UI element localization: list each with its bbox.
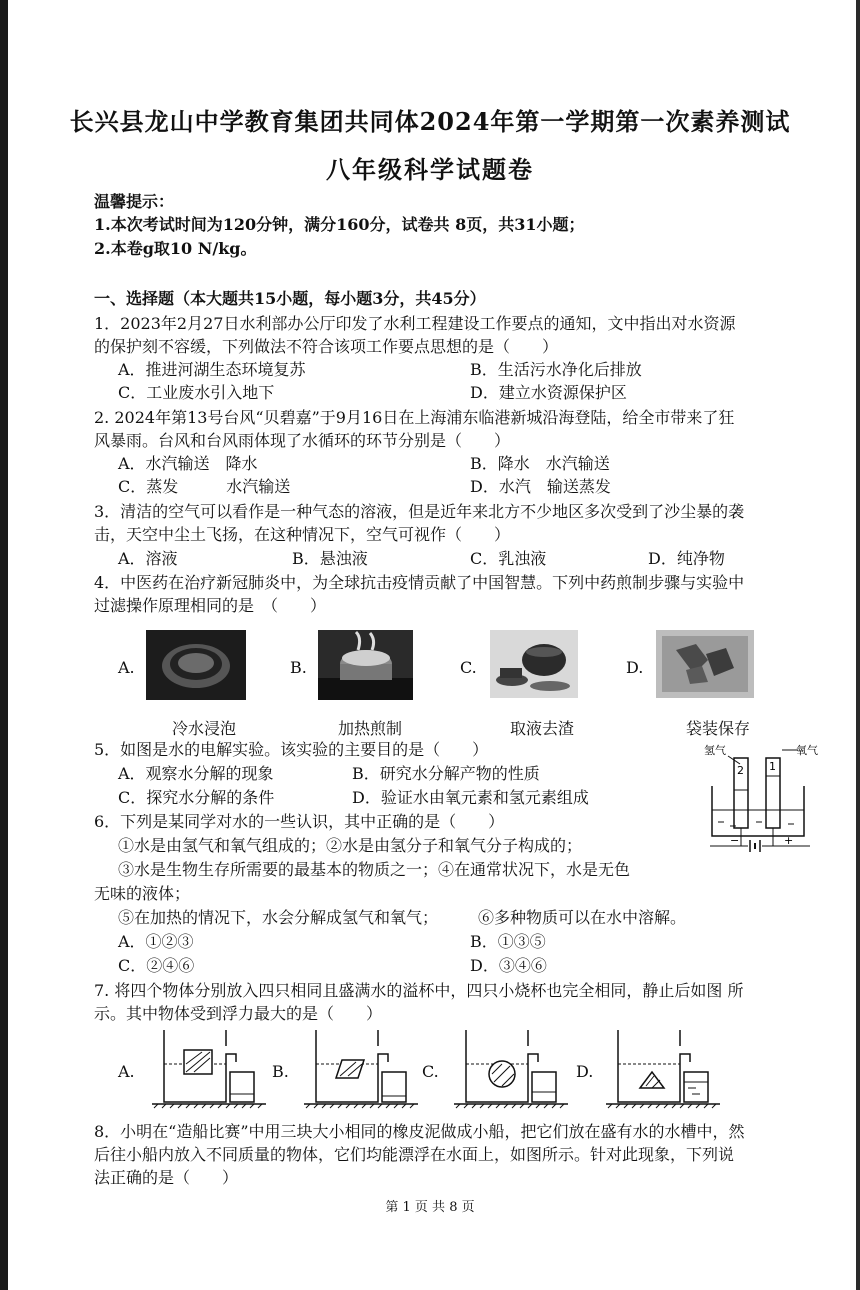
- q7-stem-2: 示。其中物体受到浮力最大的是（ ）: [94, 1004, 383, 1023]
- hydrogen-label: 氢气: [704, 744, 726, 757]
- overflow-cup-d: [604, 1028, 724, 1112]
- overflow-cup-b: [302, 1028, 422, 1112]
- q1-stem-2: 的保护刻不容缓，下列做法不符合该项工作要点思想的是（ ）: [94, 337, 559, 356]
- tube-number-2: 2: [737, 764, 744, 777]
- q8-stem-3: 法正确的是（ ）: [94, 1168, 239, 1187]
- q4-label-d: D.: [626, 658, 644, 677]
- bagged-storage-photo: [656, 630, 754, 698]
- tips-heading: 温馨提示：: [94, 192, 175, 211]
- overflow-cup-c: [452, 1028, 572, 1112]
- q5-option-d: D．验证水由氧元素和氢元素组成: [352, 788, 589, 807]
- q2-option-b: B．降水 水汽输送: [470, 454, 610, 473]
- q5-stem: 5．如图是水的电解实验。该实验的主要目的是（ ）: [94, 740, 489, 759]
- q6-option-a: A．①②③: [118, 932, 194, 951]
- q4-caption-b: 加热煎制: [338, 719, 403, 738]
- q4-label-b: B.: [290, 658, 307, 677]
- q4-caption-c: 取液去渣: [510, 719, 575, 738]
- q1-option-c: C．工业废水引入地下: [118, 383, 275, 402]
- scan-edge-right: [856, 0, 860, 1290]
- q5-option-a: A．观察水分解的现象: [118, 764, 274, 783]
- q7-label-a: A.: [118, 1062, 135, 1081]
- q8-stem-1: 8．小明在“造船比赛”中用三块大小相同的橡皮泥做成小船，把它们放在盛有水的水槽中，然: [94, 1122, 745, 1141]
- heating-decoction-photo: [318, 630, 413, 700]
- q1-option-b: B．生活污水净化后排放: [470, 360, 642, 379]
- oxygen-label: 氧气: [796, 744, 818, 757]
- q6-statement-4: ⑤在加热的情况下，水会分解成氢气和氧气； ⑥多种物质可以在水中溶解。: [118, 908, 687, 927]
- q7-stem-1: 7. 将四个物体分别放入四只相同且盛满水的溢杯中，四只小烧杯也完全相同，静止后如图 所: [94, 981, 744, 1000]
- exam-title: 长兴县龙山中学教育集团共同体2024年第一学期第一次素养测试: [69, 107, 791, 136]
- q3-option-a: A．溶液: [118, 549, 178, 568]
- overflow-cup-a: [150, 1028, 270, 1112]
- tips-line-1: 1.本次考试时间为120分钟，满分160分，试卷共 8页，共31小题；: [94, 215, 585, 234]
- q6-option-b: B．①③⑤: [470, 932, 546, 951]
- q1-stem-1: 1．2023年2月27日水利部办公厅印发了水利工程建设工作要点的通知，文中指出对水资源: [94, 314, 736, 333]
- q2-option-d: D．水汽 输送蒸发: [470, 477, 611, 496]
- q4-caption-a: 冷水浸泡: [172, 719, 237, 738]
- svg-text:+: +: [784, 834, 794, 847]
- q2-option-a: A．水汽输送 降水: [118, 454, 258, 473]
- tips-line-2: 2.本卷g取10 N/kg。: [94, 239, 257, 258]
- q3-stem-2: 击，天空中尘土飞扬，在这种情况下，空气可视作（ ）: [94, 525, 511, 544]
- q1-option-a: A．推进河湖生态环境复苏: [118, 360, 306, 379]
- section-heading: 一、选择题（本大题共15小题，每小题3分，共45分）: [94, 289, 486, 308]
- q6-option-d: D．③④⑥: [470, 956, 547, 975]
- q6-statement-3: 无味的液体；: [94, 884, 191, 903]
- q3-option-c: C．乳浊液: [470, 549, 547, 568]
- q3-option-b: B．悬浊液: [292, 549, 368, 568]
- tube-number-1: 1: [769, 760, 776, 773]
- q2-stem-1: 2. 2024年第13号台风“贝碧嘉”于9月16日在上海浦东临港新城沿海登陆，给全市带来了狂: [94, 408, 735, 427]
- q2-stem-2: 风暴雨。台风和台风雨体现了水循环的环节分别是（ ）: [94, 431, 511, 450]
- q4-label-a: A.: [118, 658, 135, 677]
- q5-option-b: B．研究水分解产物的性质: [352, 764, 540, 783]
- scan-edge-left: [0, 0, 8, 1290]
- filter-residue-photo: [490, 630, 578, 698]
- q7-label-c: C.: [422, 1062, 439, 1081]
- q5-option-c: C．探究水分解的条件: [118, 788, 275, 807]
- q8-stem-2: 后往小船内放入不同质量的物体，它们均能漂浮在水面上，如图所示。针对此现象，下列说: [94, 1145, 735, 1164]
- cold-water-soak-photo: [146, 630, 246, 700]
- q2-option-c: C．蒸发 水汽输送: [118, 477, 291, 496]
- q6-statement-1: ①水是由氢气和氧气组成的；②水是由氢分子和氧气分子构成的；: [118, 836, 583, 855]
- exam-subtitle: 八年级科学试题卷: [326, 155, 534, 184]
- page-footer: 第 1 页 共 8 页: [385, 1200, 475, 1215]
- q1-option-d: D．建立水资源保护区: [470, 383, 627, 402]
- q3-option-d: D．纯净物: [648, 549, 725, 568]
- svg-text:−: −: [730, 834, 740, 847]
- q6-stem: 6．下列是某同学对水的一些认识，其中正确的是（ ）: [94, 812, 505, 831]
- q3-stem-1: 3．清洁的空气可以看作是一种气态的溶液，但是近年来北方不少地区多次受到了沙尘暴的袭: [94, 502, 745, 521]
- q6-statement-2: ③水是生物生存所需要的最基本的物质之一；④在通常状况下，水是无色: [118, 860, 631, 879]
- q4-stem-1: 4．中医药在治疗新冠肺炎中，为全球抗击疫情贡献了中国智慧。下列中药煎制步骤与实验中: [94, 573, 745, 592]
- q6-option-c: C．②④⑥: [118, 956, 195, 975]
- q4-caption-d: 袋装保存: [686, 719, 751, 738]
- water-electrolysis-apparatus: [700, 740, 840, 858]
- q4-stem-2: 过滤操作原理相同的是 （ ）: [94, 596, 327, 615]
- q7-label-d: D.: [576, 1062, 594, 1081]
- q4-label-c: C.: [460, 658, 477, 677]
- q7-label-b: B.: [272, 1062, 289, 1081]
